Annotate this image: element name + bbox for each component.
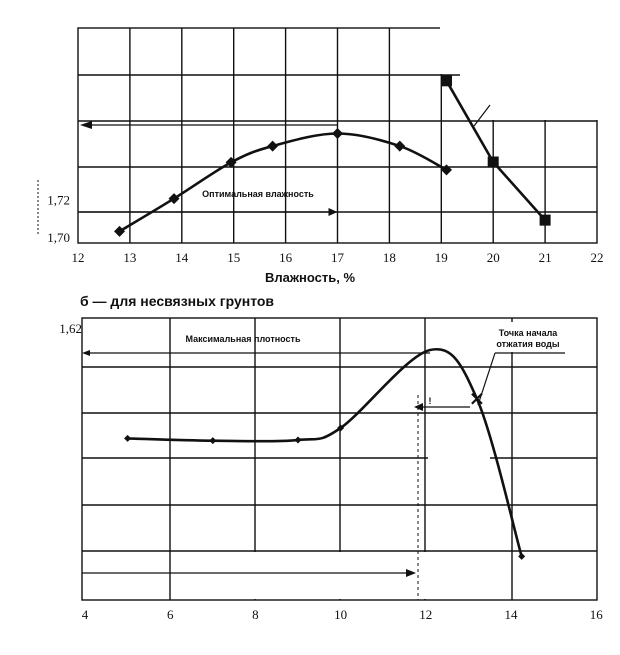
point-diamond-a — [332, 128, 343, 139]
point-diamond-a — [394, 141, 405, 152]
blank-box-a2 — [460, 74, 600, 120]
blank-box-b1 — [214, 552, 430, 599]
x-ticks-a — [72, 250, 604, 265]
pointer-line-b — [478, 353, 495, 405]
arrowhead-right-a — [329, 208, 338, 216]
x-tick-label-a: 15 — [227, 250, 241, 265]
x-tick-label-a: 13 — [123, 250, 137, 265]
point-diamond-b — [295, 437, 302, 444]
y-ticks-b — [59, 321, 82, 336]
x-tick-label-a: 19 — [434, 250, 448, 265]
blank-box-a1 — [440, 27, 600, 74]
point-diamond-a — [226, 157, 237, 168]
point-square-a — [488, 157, 499, 168]
arrowhead-left-b — [82, 350, 90, 356]
x-ticks-b — [82, 607, 603, 622]
x-axis-label-a: Влажность, % — [264, 270, 356, 285]
x-tick-label-a: 21 — [538, 250, 552, 265]
x-tick-label-a: 14 — [175, 250, 189, 265]
x-tick-label-b: 12 — [419, 607, 433, 622]
annotation-water-point-line2: отжатия воды — [496, 339, 560, 349]
y-ticks-a — [38, 180, 70, 245]
x-tick-label-a: 20 — [486, 250, 500, 265]
arrowhead-left-a — [80, 121, 92, 129]
point-square-a — [540, 215, 551, 226]
point-square-a — [441, 75, 452, 86]
annotation-exclamation: ! — [428, 396, 432, 406]
x-tick-label-b: 16 — [589, 607, 603, 622]
x-tick-label-b: 8 — [252, 607, 259, 622]
blank-box-b2 — [428, 414, 490, 460]
x-tick-label-a: 17 — [331, 250, 344, 265]
y-tick-label-b: 1,62 — [59, 321, 82, 336]
x-tick-label-a: 12 — [71, 250, 85, 265]
x-tick-label-a: 18 — [382, 250, 396, 265]
y-tick-label-a: 1,72 — [47, 192, 70, 208]
point-diamond-a — [114, 226, 125, 237]
x-tick-label-b: 6 — [166, 607, 174, 622]
point-diamond-b — [209, 437, 216, 444]
x-tick-label-a: 16 — [279, 250, 293, 265]
chart-b — [59, 318, 603, 622]
annotation-max-density: Максимальная плотность — [185, 334, 301, 344]
point-diamond-b — [518, 553, 525, 560]
point-diamond-a — [267, 141, 278, 152]
panel-b-title: б — для несвязных грунтов — [80, 293, 275, 309]
point-diamond-b — [124, 435, 131, 442]
x-tick-label-b: 14 — [504, 607, 518, 622]
y-tick-label-a: 1,70 — [47, 230, 70, 245]
x-tick-label-b: 10 — [334, 607, 348, 622]
chart-a — [38, 27, 604, 285]
annotation-optimal-moisture: Оптимальная влажность — [202, 189, 314, 199]
x-tick-label-b: 4 — [81, 607, 89, 622]
point-diamond-a — [441, 164, 452, 175]
x-tick-label-a: 22 — [590, 250, 604, 265]
annotation-water-point-line1: Точка начала — [498, 328, 558, 338]
